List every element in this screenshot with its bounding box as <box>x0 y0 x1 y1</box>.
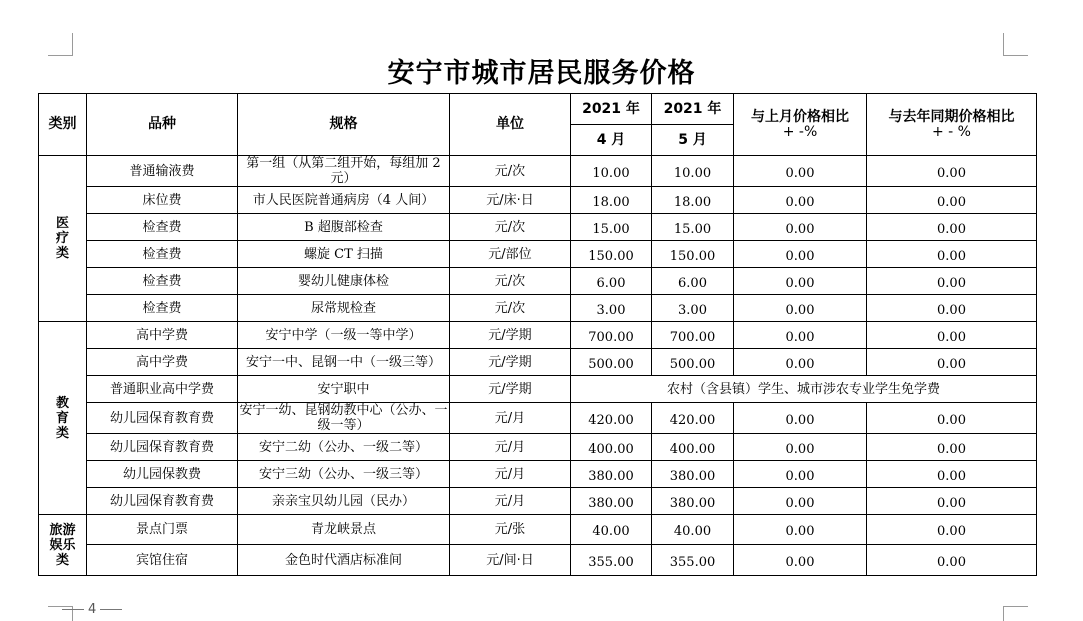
unit-cell: 元/部位 <box>450 241 571 268</box>
item-cell: 景点门票 <box>87 515 238 545</box>
item-cell: 检查费 <box>87 241 238 268</box>
yoy-change-cell: 0.00 <box>867 488 1037 515</box>
price-apr-cell: 420.00 <box>571 403 652 434</box>
unit-cell: 元/学期 <box>450 376 571 403</box>
header-yoy <box>867 94 1037 156</box>
category-cell-education <box>39 322 87 515</box>
yoy-change-cell: 0.00 <box>867 268 1037 295</box>
category-cell-tourism <box>39 515 87 576</box>
mom-change-cell: 0.00 <box>734 187 867 214</box>
spec-cell: 安宁中学（一级一等中学） <box>238 322 450 349</box>
unit-cell: 元/月 <box>450 461 571 488</box>
spec-cell: 安宁二幼（公办、一级二等） <box>238 434 450 461</box>
spec-cell: B 超腹部检查 <box>238 214 450 241</box>
spec-cell: 亲亲宝贝幼儿园（民办） <box>238 488 450 515</box>
yoy-change-cell: 0.00 <box>867 156 1037 187</box>
header-category: 类别 <box>39 94 87 156</box>
price-may-cell: 3.00 <box>652 295 734 322</box>
item-cell: 宾馆住宿 <box>87 545 238 576</box>
yoy-change-cell: 0.00 <box>867 515 1037 545</box>
mom-change-cell: 0.00 <box>734 434 867 461</box>
spec-cell: 安宁职中 <box>238 376 450 403</box>
price-may-cell: 500.00 <box>652 349 734 376</box>
table-row <box>39 187 1037 214</box>
table-row <box>39 322 1037 349</box>
item-cell: 高中学费 <box>87 322 238 349</box>
unit-cell: 元/学期 <box>450 322 571 349</box>
table-row <box>39 349 1037 376</box>
price-apr-cell: 18.00 <box>571 187 652 214</box>
price-apr-cell: 380.00 <box>571 488 652 515</box>
table-row <box>39 268 1037 295</box>
price-may-cell: 10.00 <box>652 156 734 187</box>
header-row-1 <box>39 94 1037 125</box>
price-apr-cell: 3.00 <box>571 295 652 322</box>
price-may-cell: 380.00 <box>652 488 734 515</box>
header-month-may: 5 月 <box>652 125 734 156</box>
price-table <box>38 93 1037 576</box>
item-cell: 床位费 <box>87 187 238 214</box>
yoy-change-cell: 0.00 <box>867 403 1037 434</box>
item-cell: 检查费 <box>87 268 238 295</box>
item-cell: 普通输液费 <box>87 156 238 187</box>
header-mom <box>734 94 867 156</box>
table-row <box>39 434 1037 461</box>
header-yoy-unit: + - % <box>932 123 971 140</box>
unit-cell: 元/次 <box>450 214 571 241</box>
page-title: 安宁市城市居民服务价格 <box>387 58 696 89</box>
mom-change-cell: 0.00 <box>734 403 867 434</box>
mom-change-cell: 0.00 <box>734 268 867 295</box>
price-may-cell: 380.00 <box>652 461 734 488</box>
table-body <box>39 156 1037 576</box>
price-may-cell: 355.00 <box>652 545 734 576</box>
unit-cell: 元/间·日 <box>450 545 571 576</box>
item-cell: 幼儿园保育教育费 <box>87 434 238 461</box>
table-row <box>39 461 1037 488</box>
price-apr-cell: 6.00 <box>571 268 652 295</box>
spec-cell: 螺旋 CT 扫描 <box>238 241 450 268</box>
price-apr-cell: 40.00 <box>571 515 652 545</box>
yoy-change-cell: 0.00 <box>867 322 1037 349</box>
price-may-cell: 700.00 <box>652 322 734 349</box>
header-year-apr: 2021 年 <box>571 94 652 125</box>
item-cell: 幼儿园保育教育费 <box>87 403 238 434</box>
price-apr-cell: 380.00 <box>571 461 652 488</box>
yoy-change-cell: 0.00 <box>867 434 1037 461</box>
page-number-value: 4 <box>88 602 97 617</box>
item-cell: 高中学费 <box>87 349 238 376</box>
yoy-change-cell: 0.00 <box>867 187 1037 214</box>
table-row <box>39 241 1037 268</box>
mom-change-cell: 0.00 <box>734 461 867 488</box>
yoy-change-cell: 0.00 <box>867 545 1037 576</box>
unit-cell: 元/次 <box>450 156 571 187</box>
page-number <box>58 602 126 617</box>
spec-cell: 青龙峡景点 <box>238 515 450 545</box>
spec-cell: 安宁一幼、昆钢幼教中心（公办、一级一等） <box>239 403 448 433</box>
mom-change-cell: 0.00 <box>734 515 867 545</box>
unit-cell: 元/月 <box>450 403 571 434</box>
item-cell: 幼儿园保教费 <box>87 461 238 488</box>
note-cell: 农村（含县镇）学生、城市涉农专业学生免学费 <box>571 376 1037 403</box>
crop-mark-top-right <box>1003 33 1028 56</box>
spec-cell: 金色时代酒店标准间 <box>238 545 450 576</box>
header-item: 品种 <box>87 94 238 156</box>
unit-cell: 元/张 <box>450 515 571 545</box>
unit-cell: 元/次 <box>450 295 571 322</box>
category-label: 旅游娱乐类 <box>49 522 76 568</box>
mom-change-cell: 0.00 <box>734 156 867 187</box>
price-apr-cell: 500.00 <box>571 349 652 376</box>
spec-cell: 第一组（从第二组开始，每组加 2 元） <box>238 156 450 187</box>
mom-change-cell: 0.00 <box>734 295 867 322</box>
spec-cell: 安宁一中、昆钢一中（一级三等） <box>238 349 450 376</box>
price-apr-cell: 150.00 <box>571 241 652 268</box>
yoy-change-cell: 0.00 <box>867 241 1037 268</box>
mom-change-cell: 0.00 <box>734 322 867 349</box>
price-may-cell: 420.00 <box>652 403 734 434</box>
table-row <box>39 515 1037 545</box>
mom-change-cell: 0.00 <box>734 214 867 241</box>
table-row <box>39 295 1037 322</box>
mom-change-cell: 0.00 <box>734 349 867 376</box>
table-row <box>39 376 1037 403</box>
header-spec: 规格 <box>238 94 450 156</box>
price-apr-cell: 15.00 <box>571 214 652 241</box>
price-apr-cell: 10.00 <box>571 156 652 187</box>
table-row <box>39 156 1037 187</box>
page-number-dash-right <box>100 609 122 610</box>
unit-cell: 元/次 <box>450 268 571 295</box>
item-cell: 检查费 <box>87 214 238 241</box>
header-mom-unit: + -% <box>782 123 818 140</box>
table-row <box>39 488 1037 515</box>
page-number-dash-left <box>62 609 84 610</box>
unit-cell: 元/月 <box>450 434 571 461</box>
crop-mark-top-left <box>48 33 73 56</box>
price-may-cell: 6.00 <box>652 268 734 295</box>
price-may-cell: 400.00 <box>652 434 734 461</box>
price-may-cell: 18.00 <box>652 187 734 214</box>
yoy-change-cell: 0.00 <box>867 349 1037 376</box>
price-apr-cell: 400.00 <box>571 434 652 461</box>
price-apr-cell: 355.00 <box>571 545 652 576</box>
spec-cell: 尿常规检查 <box>238 295 450 322</box>
yoy-change-cell: 0.00 <box>867 295 1037 322</box>
price-may-cell: 15.00 <box>652 214 734 241</box>
price-may-cell: 40.00 <box>652 515 734 545</box>
category-cell-medical <box>39 156 87 322</box>
header-year-may: 2021 年 <box>652 94 734 125</box>
header-yoy-title: 与去年同期价格相比 <box>888 108 1015 125</box>
item-cell: 检查费 <box>87 295 238 322</box>
mom-change-cell: 0.00 <box>734 488 867 515</box>
mom-change-cell: 0.00 <box>734 241 867 268</box>
unit-cell: 元/床·日 <box>450 187 571 214</box>
table-row <box>39 214 1037 241</box>
yoy-change-cell: 0.00 <box>867 214 1037 241</box>
crop-mark-bottom-right <box>1003 606 1028 621</box>
header-unit: 单位 <box>450 94 571 156</box>
category-label: 教育类 <box>55 395 69 441</box>
header-mom-title: 与上月价格相比 <box>751 108 849 125</box>
table-row <box>39 403 1037 434</box>
item-cell: 普通职业高中学费 <box>87 376 238 403</box>
mom-change-cell: 0.00 <box>734 545 867 576</box>
spec-cell: 安宁三幼（公办、一级三等） <box>238 461 450 488</box>
price-apr-cell: 700.00 <box>571 322 652 349</box>
item-cell: 幼儿园保育教育费 <box>87 488 238 515</box>
header-month-apr: 4 月 <box>571 125 652 156</box>
spec-cell: 市人民医院普通病房（4 人间） <box>238 187 450 214</box>
unit-cell: 元/月 <box>450 488 571 515</box>
unit-cell: 元/学期 <box>450 349 571 376</box>
category-label: 医疗类 <box>55 216 69 261</box>
spec-cell: 婴幼儿健康体检 <box>238 268 450 295</box>
price-may-cell: 150.00 <box>652 241 734 268</box>
yoy-change-cell: 0.00 <box>867 461 1037 488</box>
table-row <box>39 545 1037 576</box>
